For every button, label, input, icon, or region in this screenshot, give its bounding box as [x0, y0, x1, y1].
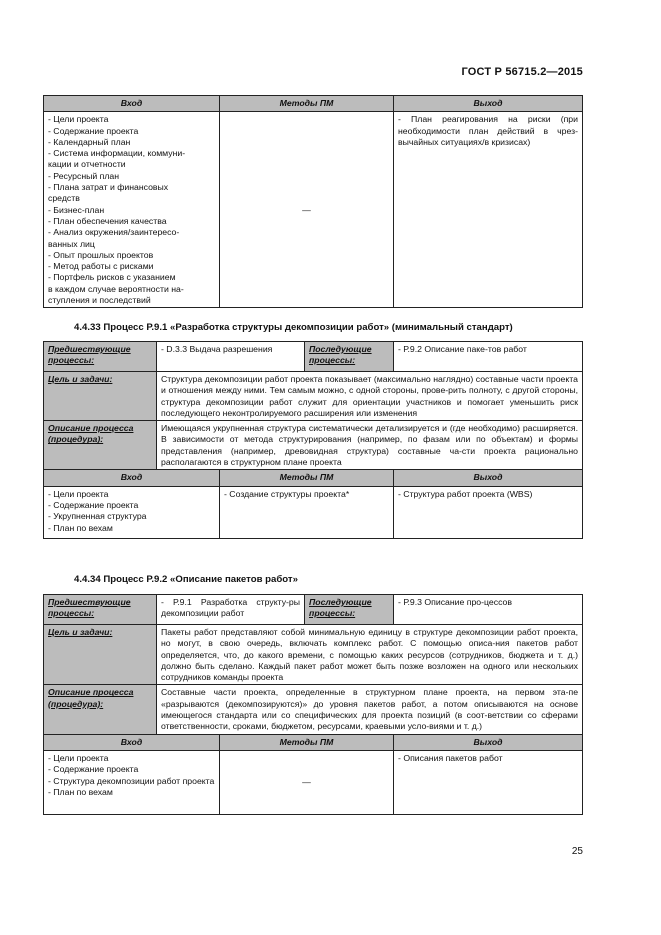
- next-processes-label: Последующие процессы:: [305, 595, 394, 625]
- column-header-input: Вход: [44, 96, 220, 112]
- methods-cell: —: [220, 750, 394, 814]
- next-processes-value: - Р.9.3 Описание про-цессов: [394, 595, 583, 625]
- description-text: Имеющаяся укрупненная структура систематически детализируется и (где необходимо) расширяется. В зависимости от метода структурирования (например, по фазам или по объектам) и формы представления (например, древовидная структура) составные ча-сти проекта рационально располагаются в структурном плане проекта: [157, 421, 583, 470]
- list-item: ступления и последствий: [48, 295, 151, 306]
- outputs-cell: - Структура работ проекта (WBS): [394, 486, 583, 538]
- list-item: - Содержание проекта: [48, 125, 139, 136]
- next-processes-label: Последующие процессы:: [305, 342, 394, 372]
- prev-processes-value: - D.3.3 Выдача разрешения: [157, 342, 305, 372]
- goal-text: Структура декомпозиции работ проекта показывает (максимально наглядно) составные части проекта и отношения между ними. Тем самым можно, с одной стороны, прове-рить полноту, с другой стороны, структура декомпозиции работ служит для ориентации участников и помогает уменьшить риск последующего неконтролируемого расширения или изменения: [157, 372, 583, 421]
- section-title-4-4-34: 4.4.34 Процесс Р.9.2 «Описание пакетов работ»: [74, 574, 298, 585]
- list-item: - Портфель рисков с указанием: [48, 272, 176, 283]
- list-item: в каждом случае вероятности на-: [48, 283, 184, 294]
- list-item: - Содержание проекта: [48, 499, 139, 510]
- column-header-input: Вход: [44, 470, 220, 486]
- goal-text: Пакеты работ представляют собой минимальную единицу в структуре декомпозиции работ проекта, но могут, в свою очередь, включать комплекс работ. С помощью описа-ния пакетов работ определяется, что, до какого времени, с помощью каких ресурсов (сотрудников, бюджета и т. д.) должно быть сделано. Каждый пакет работ может быть позже возложен на одного или нескольких сотрудников команды проекта: [157, 625, 583, 685]
- column-header-methods: Методы ПМ: [220, 470, 394, 486]
- section-title-4-4-33: 4.4.33 Процесс Р.9.1 «Разработка структуры декомпозиции работ» (минимальный стандарт): [74, 322, 513, 333]
- list-item: - Цели проекта: [48, 488, 109, 499]
- goal-label: Цель и задачи:: [44, 625, 157, 685]
- column-header-methods: Методы ПМ: [220, 96, 394, 112]
- description-label: Описание процесса (процедура):: [44, 421, 157, 470]
- list-item: - План по вехам: [48, 786, 113, 797]
- prev-processes-value: - Р.9.1 Разработка структу-ры декомпозиции работ: [157, 595, 305, 625]
- prev-processes-label: Предшествующие процессы:: [44, 342, 157, 372]
- list-item: - Анализ окружения/заинтересо-: [48, 227, 180, 238]
- process-table-p9-1: [43, 341, 583, 539]
- next-processes-value: - Р.9.2 Описание паке-тов работ: [394, 342, 583, 372]
- list-item: - Структура декомпозиции работ проекта: [48, 775, 215, 786]
- list-item: средств: [48, 193, 80, 204]
- list-item: - Цели проекта: [48, 114, 109, 125]
- page-number: 25: [571, 846, 583, 857]
- list-item: - Метод работы с рисками: [48, 261, 154, 272]
- outputs-cell: - План реагирования на риски (при необходимости план действий в чрез-вычайных ситуациях/в кризисах): [394, 112, 583, 308]
- list-item: - Бизнес-план: [48, 204, 105, 215]
- list-item: - Система информации, коммуни-: [48, 148, 186, 159]
- list-item: - Плана затрат и финансовых: [48, 182, 169, 193]
- list-item: - Содержание проекта: [48, 764, 139, 775]
- list-item: - Календарный план: [48, 136, 131, 147]
- list-item: - Цели проекта: [48, 752, 109, 763]
- document-standard-number: ГОСТ Р 56715.2—2015: [461, 66, 583, 78]
- column-header-output: Выход: [394, 470, 583, 486]
- inputs-cell: [44, 112, 220, 308]
- outputs-cell: - Описания пакетов работ: [394, 750, 583, 814]
- list-item: ванных лиц: [48, 238, 95, 249]
- column-header-input: Вход: [44, 734, 220, 750]
- goal-label: Цель и задачи:: [44, 372, 157, 421]
- list-item: - Опыт прошлых проектов: [48, 249, 154, 260]
- inputs-cell: [44, 486, 220, 538]
- process-io-table-continued: [43, 95, 583, 308]
- description-label: Описание процесса (процедура):: [44, 685, 157, 734]
- methods-cell: - Создание структуры проекта*: [220, 486, 394, 538]
- list-item: кации и отчетности: [48, 159, 126, 170]
- process-table-p9-2: [43, 594, 583, 815]
- column-header-output: Выход: [394, 734, 583, 750]
- list-item: - План по вехам: [48, 522, 113, 533]
- inputs-cell: [44, 750, 220, 814]
- list-item: - Укрупненная структура: [48, 511, 147, 522]
- list-item: - Ресурсный план: [48, 170, 120, 181]
- description-text: Составные части проекта, определенные в структурном плане проекта, на первом эта-пе «разрываются (декомпозируются)» до уровня пакетов работ, а потом описываются на основе имеющегося стандарта или со специфических для проекта позиций (в соот-ветствии со сферами ответственности, сроками, бюджетом, ресурсами, краевыми усло-виями и т. д.): [157, 685, 583, 734]
- column-header-output: Выход: [394, 96, 583, 112]
- methods-cell: —: [220, 112, 394, 308]
- prev-processes-label: Предшествующие процессы:: [44, 595, 157, 625]
- column-header-methods: Методы ПМ: [220, 734, 394, 750]
- list-item: - План обеспечения качества: [48, 215, 167, 226]
